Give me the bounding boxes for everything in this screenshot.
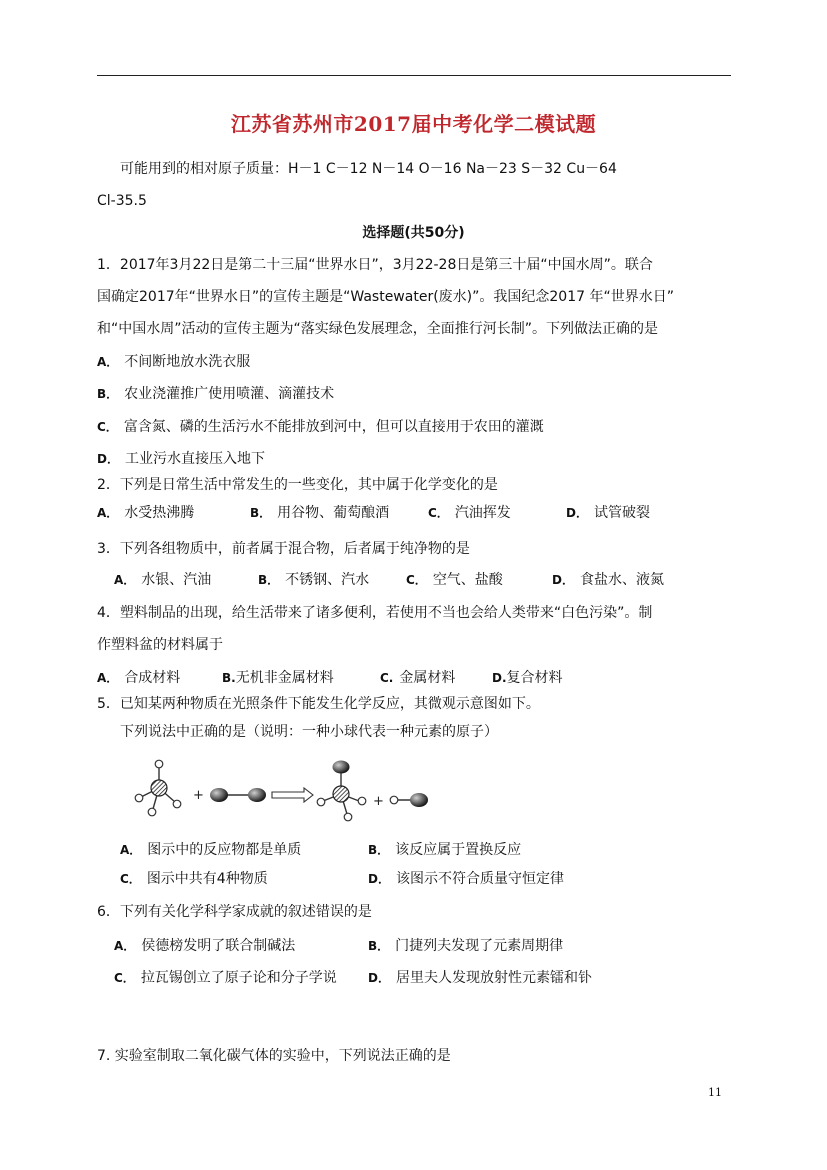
q2-stem: 2．下列是日常生活中常发生的一些变化，其中属于化学变化的是: [97, 477, 498, 493]
q2-option-b: B． 用谷物、葡萄酿酒: [250, 505, 390, 521]
q6-option-a: A． 侯德榜发明了联合制碱法: [114, 938, 296, 954]
product-molecule-1: [317, 761, 366, 821]
q4-option-b: B.无机非金属材料: [222, 670, 334, 686]
q1-option-a: A． 不间断地放水洗衣服: [97, 354, 251, 370]
reaction-diagram: [133, 757, 433, 825]
svg-text:+: +: [193, 788, 204, 803]
q1-stem-line-2: 国确定2017年“世界水日”的宣传主题是“Wastewater(废水)”。我国纪念2017 年“世界水日”: [97, 289, 674, 305]
atomic-mass-line-1: 可能用到的相对原子质量：H－1 C－12 N－14 O－16 Na－23 S－32 Cu－64: [120, 161, 617, 177]
section-title: 选择题(共50分): [362, 225, 465, 241]
q2-option-d: D． 试管破裂: [566, 505, 650, 521]
q5-option-c: C． 图示中共有4种物质: [120, 871, 268, 887]
reaction-arrow: [272, 788, 313, 802]
q4-stem-line-2: 作塑料盆的材料属于: [97, 637, 223, 653]
q5-stem: 5．已知某两种物质在光照条件下能发生化学反应，其微观示意图如下。: [97, 696, 540, 712]
q6-option-d: D． 居里夫人发现放射性元素镭和钋: [368, 970, 592, 986]
q4-option-c: C. 金属材料: [380, 670, 456, 686]
header-rule: [97, 75, 731, 76]
q4-stem-line-1: 4．塑料制品的出现，给生活带来了诸多便利，若使用不当也会给人类带来“白色污染”。制: [97, 605, 653, 621]
q5-option-b: B． 该反应属于置换反应: [368, 842, 522, 858]
q1-option-b: B． 农业浇灌推广使用喷灌、滴灌技术: [97, 386, 335, 402]
q3-option-a: A． 水银、汽油: [114, 572, 212, 588]
q5-option-a: A． 图示中的反应物都是单质: [120, 842, 302, 858]
page-title: 江苏省苏州市2017届中考化学二模试题: [230, 112, 597, 136]
q3-stem: 3．下列各组物质中，前者属于混合物，后者属于纯净物的是: [97, 541, 470, 557]
q6-option-b: B． 门捷列夫发现了元素周期律: [368, 938, 564, 954]
q4-option-d: D.复合材料: [492, 670, 563, 686]
q1-stem-line-3: 和“中国水周”活动的宣传主题为“落实绿色发展理念，全面推行河长制”。下列做法正确的是: [97, 321, 659, 337]
reactant-molecule-1: [135, 760, 181, 816]
atomic-mass-line-2: Cl-35.5: [97, 193, 147, 209]
q1-option-c: C． 富含氮、磷的生活污水不能排放到河中，但可以直接用于农田的灌溉: [97, 419, 544, 435]
reactant-molecule-2: [210, 788, 266, 802]
product-molecule-2: [390, 793, 428, 807]
q6-stem: 6．下列有关化学科学家成就的叙述错误的是: [97, 904, 372, 920]
q3-option-b: B． 不锈钢、汽水: [258, 572, 370, 588]
page-number: 11: [708, 1086, 722, 1099]
q1-stem-line-1: 1．2017年3月22日是第二十三届“世界水日”，3月22-28日是第三十届“中国水周”。联合: [97, 257, 653, 273]
q4-option-a: A． 合成材料: [97, 670, 181, 686]
q3-option-c: C． 空气、盐酸: [406, 572, 503, 588]
q2-option-c: C． 汽油挥发: [428, 505, 511, 521]
q5-option-d: D． 该图示不符合质量守恒定律: [368, 871, 564, 887]
q1-option-d: D． 工业污水直接压入地下: [97, 451, 265, 467]
q5-note: 下列说法中正确的是（说明：一种小球代表一种元素的原子）: [120, 724, 498, 740]
svg-text:+: +: [373, 794, 384, 809]
q6-option-c: C． 拉瓦锡创立了原子论和分子学说: [114, 970, 337, 986]
q7-stem: 7. 实验室制取二氧化碳气体的实验中，下列说法正确的是: [97, 1048, 451, 1064]
q3-option-d: D． 食盐水、液氮: [552, 572, 664, 588]
q2-option-a: A． 水受热沸腾: [97, 505, 195, 521]
